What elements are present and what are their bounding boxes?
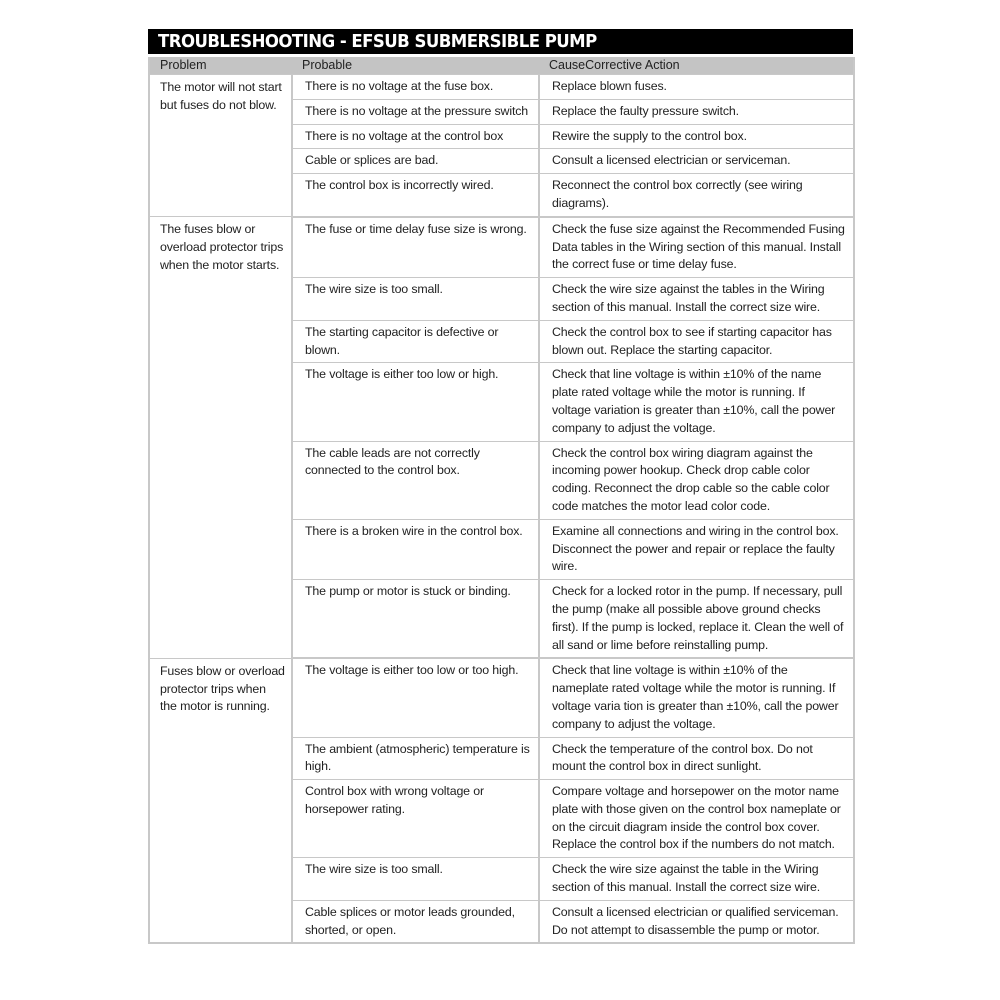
corrective-action-cell: Check the fuse size against the Recommended Fusing Data tables in the Wiring section of this manual. Install the correct fuse or time delay fuse.	[539, 217, 854, 278]
corrective-action-cell: Consult a licensed electrician or qualified serviceman. Do not attempt to disassemble the pump or motor.	[539, 900, 854, 943]
table-body	[149, 75, 854, 944]
probable-cause-cell: The wire size is too small.	[292, 858, 539, 901]
probable-cause-cell: The wire size is too small.	[292, 278, 539, 321]
troubleshooting-sheet	[148, 29, 853, 944]
corrective-action-cell: Check for a locked rotor in the pump. If necessary, pull the pump (make all possible above ground checks first). If the pump is locked, replace it. Clean the well of all sand or lime before reinstalling pump.	[539, 580, 854, 659]
title-bar	[148, 29, 853, 54]
page-title: TROUBLESHOOTING - EFSUB SUBMERSIBLE PUMP	[158, 31, 597, 52]
probable-cause-cell: The control box is incorrectly wired.	[292, 174, 539, 217]
corrective-action-cell: Check the wire size against the table in the Wiring section of this manual. Install the correct size wire.	[539, 858, 854, 901]
probable-cause-cell: There is no voltage at the fuse box.	[292, 75, 539, 100]
probable-cause-cell: The voltage is either too low or high.	[292, 363, 539, 441]
probable-cause-cell: There is a broken wire in the control box.	[292, 519, 539, 579]
corrective-action-cell: Check the wire size against the tables in the Wiring section of this manual. Install the correct size wire.	[539, 278, 854, 321]
corrective-action-cell: Rewire the supply to the control box.	[539, 124, 854, 149]
probable-cause-cell: The cable leads are not correctly connected to the control box.	[292, 441, 539, 519]
probable-cause-cell: The fuse or time delay fuse size is wrong.	[292, 217, 539, 278]
corrective-action-cell: Check that line voltage is within ±10% of the nameplate rated voltage while the motor is running. If voltage varia tion is greater than ±10%, call the power company to adjust the voltage.	[539, 658, 854, 737]
corrective-action-cell: Check the temperature of the control box. Do not mount the control box in direct sunlight.	[539, 737, 854, 780]
probable-cause-cell: There is no voltage at the pressure switch	[292, 99, 539, 124]
probable-cause-cell: The starting capacitor is defective or blown.	[292, 320, 539, 363]
problem-cell: Fuses blow or overload protector trips when the motor is running.	[149, 658, 292, 943]
problem-cell: The motor will not start but fuses do not blow.	[149, 75, 292, 217]
table-row	[149, 75, 854, 100]
probable-cause-cell: The voltage is either too low or too high.	[292, 658, 539, 737]
table-header	[149, 57, 854, 75]
corrective-action-cell: Replace the faulty pressure switch.	[539, 99, 854, 124]
corrective-action-cell: Examine all connections and wiring in the control box. Disconnect the power and repair or replace the faulty wire.	[539, 519, 854, 579]
table-row	[149, 658, 854, 737]
probable-cause-cell: Control box with wrong voltage or horsepower rating.	[292, 780, 539, 858]
probable-cause-cell: There is no voltage at the control box	[292, 124, 539, 149]
header-row	[149, 57, 854, 75]
troubleshooting-table	[148, 57, 855, 944]
corrective-action-cell: Check the control box wiring diagram against the incoming power hookup. Check drop cable color coding. Reconnect the drop cable so the cable color code matches the motor lead color code.	[539, 441, 854, 519]
column-header-problem: Problem	[149, 57, 292, 75]
table-row	[149, 217, 854, 278]
corrective-action-cell: Compare voltage and horsepower on the motor name plate with those given on the control box nameplate or on the circuit diagram inside the control box cover. Replace the control box if the numbers do not match.	[539, 780, 854, 858]
corrective-action-cell: Reconnect the control box correctly (see wiring diagrams).	[539, 174, 854, 217]
problem-cell: The fuses blow or overload protector trips when the motor starts.	[149, 217, 292, 659]
corrective-action-cell: Replace blown fuses.	[539, 75, 854, 100]
corrective-action-cell: Consult a licensed electrician or serviceman.	[539, 149, 854, 174]
corrective-action-cell: Check the control box to see if starting capacitor has blown out. Replace the starting capacitor.	[539, 320, 854, 363]
probable-cause-cell: Cable or splices are bad.	[292, 149, 539, 174]
corrective-action-cell: Check that line voltage is within ±10% of the name plate rated voltage while the motor is running. If voltage variation is greater than ±10%, call the power company to adjust the voltage.	[539, 363, 854, 441]
probable-cause-cell: The ambient (atmospheric) temperature is high.	[292, 737, 539, 780]
probable-cause-cell: Cable splices or motor leads grounded, shorted, or open.	[292, 900, 539, 943]
probable-cause-cell: The pump or motor is stuck or binding.	[292, 580, 539, 659]
column-header-action: CauseCorrective Action	[539, 57, 854, 75]
column-header-probable: Probable	[292, 57, 539, 75]
